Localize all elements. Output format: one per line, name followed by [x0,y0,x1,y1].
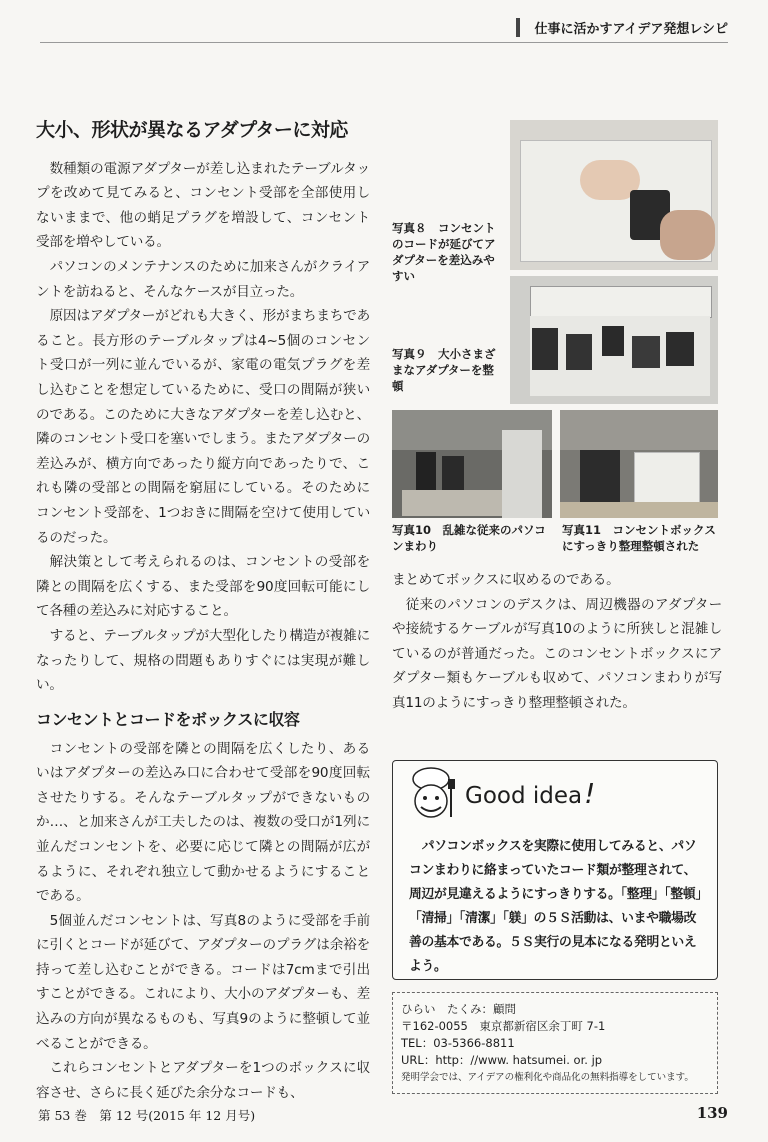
paragraph: 数種類の電源アダプターが差し込まれたテーブルタップを改めて見てみると、コンセント受部を全部使用しないままで、他の蛸足プラグを増設して、コンセント受部を増やしている。 [36,160,370,251]
article-heading: 大小、形状が異なるアダプターに対応 [36,119,348,141]
good-idea-box [392,760,718,980]
author-address: 〒162-0055 東京都新宿区余丁町 7-1 [401,1019,606,1033]
photo-10-caption: 写真10 乱雑な従来のパソコンまわり [392,523,546,553]
paragraph: 解決策として考えられるのは、コンセントの受部を隣との間隔を広くする、また受部を90度回転可能にして各種の差込みに対応すること。 [36,554,370,620]
paragraph: 従来のパソコンのデスクは、周辺機器のアダプターや接続するケーブルが写真10のように所狭しと混雑しているのが普通だった。このコンセントボックスにアダプター類もケーブルも収めて、パソコンまわりが写真11のようにすっきり整理整頓された。 [392,596,722,711]
good-idea-text: パソコンボックスを実際に使用してみると、パソコンまわりに絡まっていたコード類が整理されて、周辺が見違えるようにすっきりする。「整理」「整頓」「清掃」「清潔」「躾」の５Ｓ活動は、いまや職場改善の基本である。５Ｓ実行の見本になる発明といえよう。 [409,839,702,974]
photo-11 [560,410,718,518]
page-header [0,0,768,44]
paragraph: コンセントの受部を隣との間隔を広くしたり、あるいはアダプターの差込み口に合わせて受部を90度回転させたりする。そんなテーブルタップができないものか…、と加来さんが工夫したのは、複数の受口が1列に並んだコンセントを、必要に応じて隣との間隔が広がるように、それぞれ独立して動かせるようにすることである。 [36,740,370,905]
header-rule [40,42,728,43]
author-note: 発明学会では、アイデアの権利化や商品化の無料指導をしています。 [401,1072,694,1083]
photo-10 [392,410,552,518]
photo-8-caption: 写真８ コンセントのコードが延びてアダプターを差込みやすい [392,221,496,283]
author-name: ひらい たくみ：顧問 [401,1002,516,1016]
photo-9 [510,276,718,404]
paragraph: パソコンのメンテナンスのために加来さんがクライアントを訪ねると、そんなケースが目立った。 [36,259,370,300]
section-heading: コンセントとコードをボックスに収容 [36,709,300,729]
column-title: 仕事に活かすアイデア発想レシピ [516,18,728,37]
issue-info: 第 53 巻 第 12 号(2015 年 12 月号) [38,1108,256,1123]
paragraph: まとめてボックスに収めるのである。 [392,572,620,588]
paragraph: これらコンセントとアダプターを1つのボックスに収容させ、さらに長く延びた余分なコードも、 [36,1060,370,1101]
author-profile [392,992,718,1094]
chef-mascot-icon [403,765,463,829]
paragraph: すると、テーブルタップが大型化したり構造が複雑になったりして、規格の問題もありすぐには実現が難しい。 [36,627,370,694]
photo-9-caption: 写真９ 大小さまざまなアダプターを整頓 [392,347,496,393]
good-idea-title: Good idea! [465,777,596,810]
left-column [36,118,370,1105]
right-column [392,568,722,716]
paragraph: 原因はアダプターがどれも大きく、形がまちまちであること。長方形のテーブルタップは4~5個のコンセント受口が一列に並んでいるが、家電の電気プラグを差し込むことを想定しているために、受口の間隔が狭いのである。このために大きなアダプターを差し込むと、隣のコンセント受口を塞いでしまう。またアダプターの差込みが、横方向であったり縦方向であったりで、これも隣の受部との間隔を窮屈にしている。そのためにコンセント受部を、1つおきに間隔を空けて使用しているのだった。 [36,308,370,546]
photo-11-caption: 写真11 コンセントボックスにすっきり整理整頓された [562,523,716,553]
paragraph: 5個並んだコンセントは、写真8のように受部を手前に引くとコードが延びて、アダプターのプラグは余裕を持って差し込むことができる。コードは7cmまで引出すことができる。これにより、大小のアダプターも、差込みの方向が異なるものも、写真9のように整頓して並べることができる。 [36,912,370,1052]
page-number: 139 [696,1104,728,1122]
author-tel: TEL：03-5366-8811 [401,1036,515,1050]
author-url[interactable]: URL：http：//www. hatsumei. or. jp [401,1053,603,1067]
photo-8 [510,120,718,270]
